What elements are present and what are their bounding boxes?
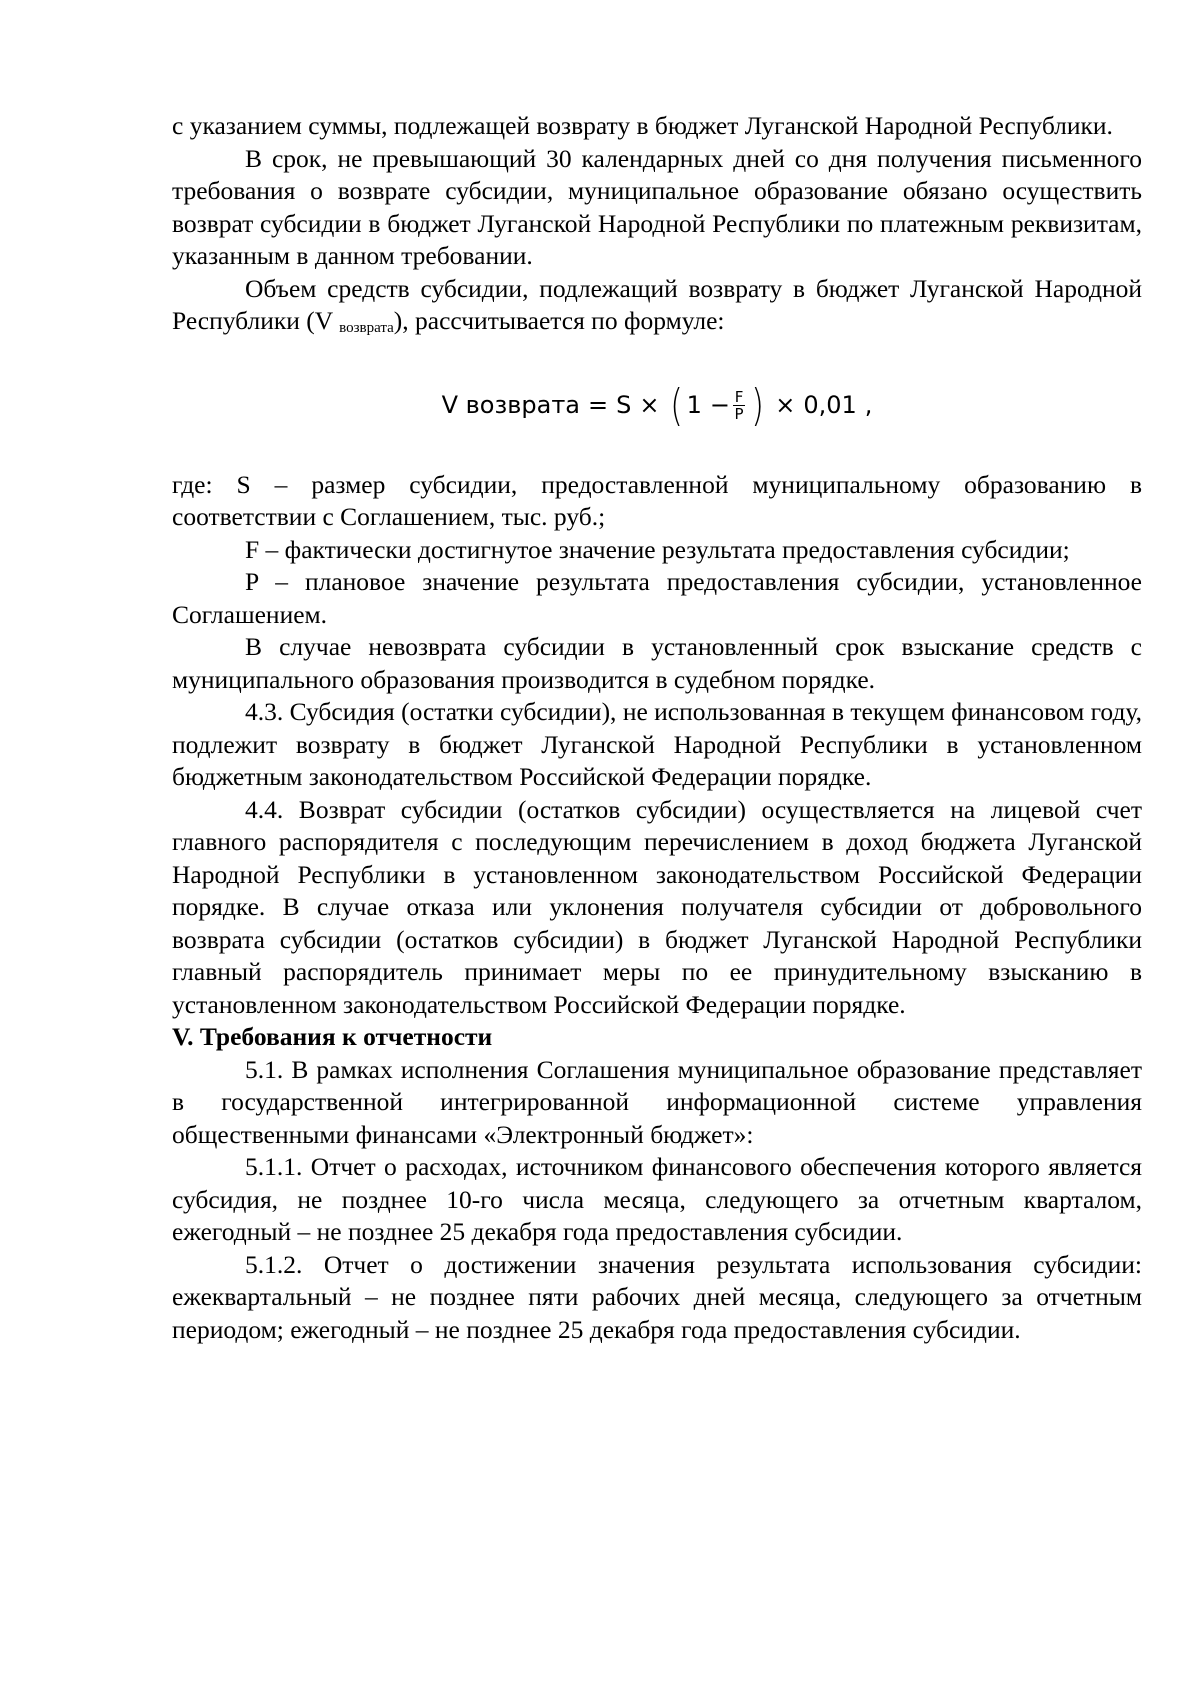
formula-lhs: V возврата [441,391,581,420]
paragraph-4-4: 4.4. Возврат субсидии (остатков субсидии) осуществляется на лицевой счет главного распорядителя с последующим перечислением в доход бюджета Луганской Народной Республики в установленном законодательством Российской Федерации порядке. В случае отказа или уклонения получателя субсидии от добровольного возврата субсидии (остатков субсидии) в бюджет Луганской Народной Республики главный распорядитель принимает меры по ее принудительному взысканию в установленном законодательством Российской Федерации порядке. [172,794,1142,1019]
formula-denominator: P [734,405,744,423]
formula-s: S [616,391,632,420]
volume-subscript: возврата [339,320,394,336]
return-formula [172,375,1142,437]
formula-numerator: F [734,388,744,406]
section-heading: V. Требования к отчетности [172,1022,493,1051]
paragraph-4-3: 4.3. Субсидия (остатки субсидии), не использованная в текущем финансовом году, подлежит возврату в бюджет Луганской Народной Республики в установленном бюджетным законодательством Российской Федерации порядке. [172,697,1142,791]
paragraph-court-recovery: В случае невозврата субсидии в установленный срок взыскание средств с муниципального образования производится в судебном порядке. [172,632,1142,694]
formula-right-paren: ) [751,379,765,431]
paragraph-where-f: F – фактически достигнутое значение результата предоставления субсидии; [245,534,1070,564]
paragraph-5-1-2: 5.1.2. Отчет о достижении значения результата использования субсидии: ежеквартальный – не позднее пяти рабочих дней месяца, следующего за отчетным периодом; ежегодный – не позднее 25 декабря года предоставления субсидии. [172,1249,1142,1344]
paragraph-continuation: с указанием суммы, подлежащей возврату в бюджет Луганской Народной Республики. [172,111,1113,140]
paragraph-return-deadline: В срок, не превышающий 30 календарных дней со дня получения письменного требования о возврате субсидии, муниципальное образование обязано осуществить возврат субсидии в бюджет Луганской Народной Республики по платежным реквизитам, указанным в данном требовании. [172,143,1142,270]
paragraph-5-1: 5.1. В рамках исполнения Соглашения муниципальное образование представляет в государственной интегрированной информационной системе управления общественными финансами «Электронный бюджет»: [172,1054,1142,1149]
paragraph-volume-formula-intro [172,273,1142,345]
formula-fraction [733,389,745,422]
formula-factor: 0,01 [803,391,857,420]
formula-equals: = [588,391,609,420]
volume-intro-tail: ), рассчитывается по формуле: [393,306,725,335]
volume-intro-text: Объем средств субсидии, подлежащий возврату в бюджет Луганской Народной Республики (V [172,273,1142,335]
formula-times-2: × [775,391,796,420]
formula-one: 1 [686,391,702,420]
formula-left-paren: ( [670,379,684,431]
formula-times-1: × [639,391,660,420]
paragraph-where-p: P – плановое значение результата предоставления субсидии, установленное Соглашением. [172,567,1142,629]
formula-minus: − [709,391,731,420]
document-page [172,110,1142,1346]
formula-comma: , [864,391,873,420]
paragraph-where-s: где: S – размер субсидии, предоставленной муниципальному образованию в соответствии с Соглашением, тыс. руб.; [172,469,1142,531]
paragraph-5-1-1: 5.1.1. Отчет о расходах, источником финансового обеспечения которого является субсидия, не позднее 10-го числа месяца, следующего за отчетным кварталом, ежегодный – не позднее 25 декабря года предоставления субсидии. [172,1152,1142,1246]
